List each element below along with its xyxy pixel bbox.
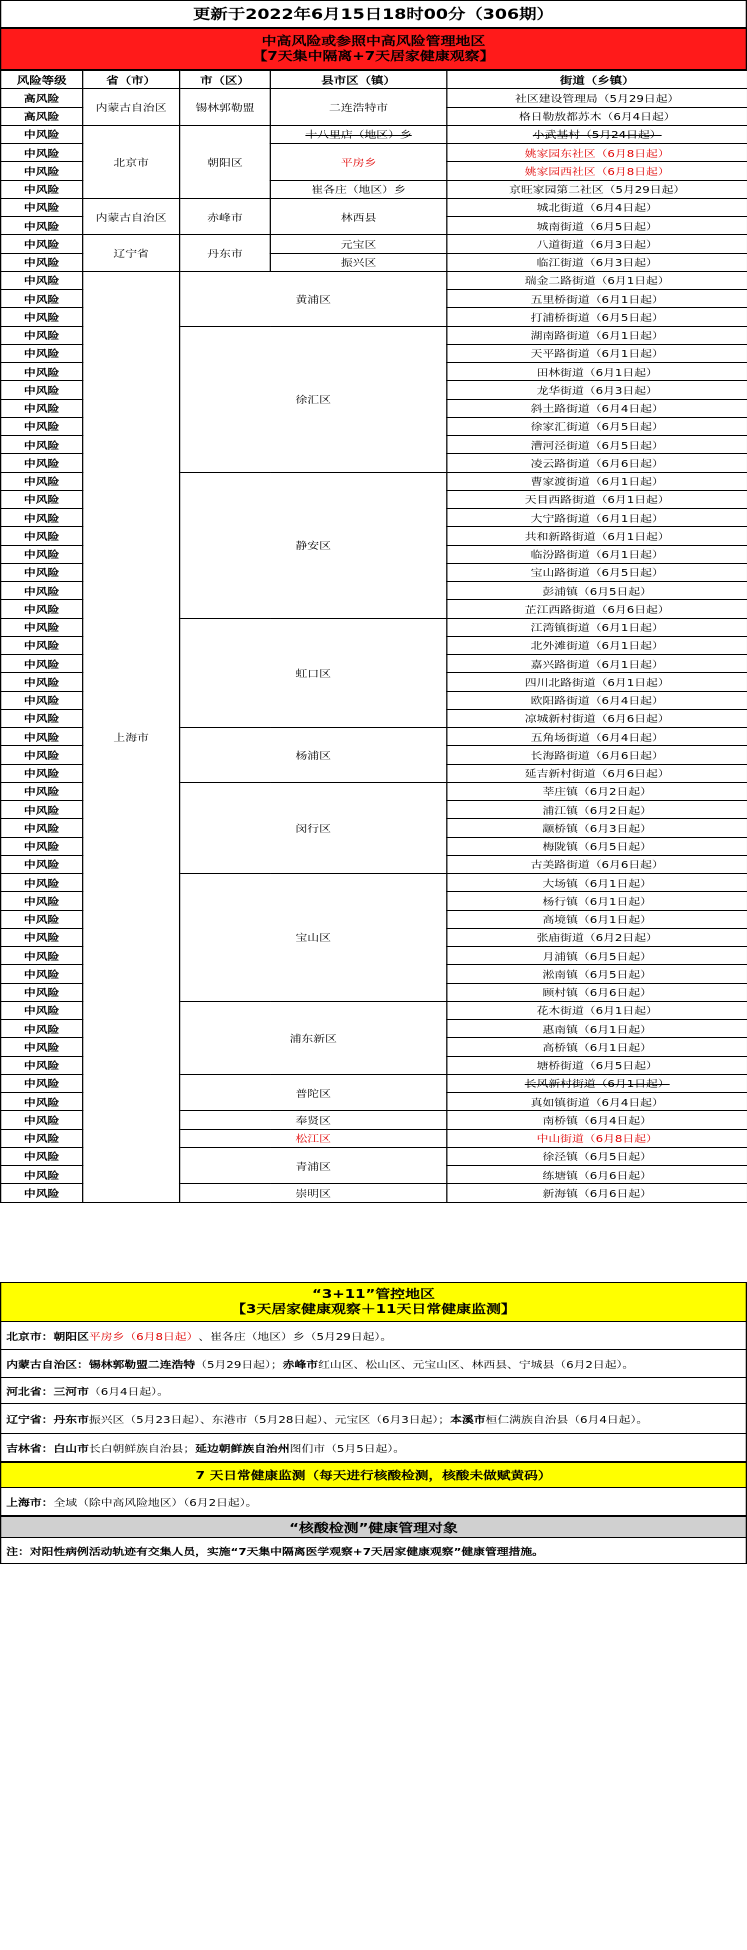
street-cell: 姚家园东社区（6月8日起） [447,144,747,162]
risk-level-cell: 中风险 [1,490,83,508]
street-cell: 延吉新村街道（6月6日起） [447,764,747,782]
street-cell: 南桥镇（6月4日起） [447,1111,747,1129]
street-cell: 高桥镇（6月1日起） [447,1038,747,1056]
street-cell: 张庙街道（6月2日起） [447,928,747,946]
street-cell: 北外滩街道（6月1日起） [447,636,747,654]
street-cell: 高境镇（6月1日起） [447,910,747,928]
city-cell: 丹东市 [180,235,271,272]
risk-level-cell: 中风险 [1,837,83,855]
street-cell: 曹家渡街道（6月1日起） [447,472,747,490]
street-cell: 五角场街道（6月4日起） [447,728,747,746]
risk-level-cell: 中风险 [1,874,83,892]
street-cell: 颛桥镇（6月3日起） [447,819,747,837]
street-cell: 真如镇街道（6月4日起） [447,1093,747,1111]
city-cell: 赤峰市 [180,198,271,235]
risk-level-cell: 中风险 [1,527,83,545]
detail-text: 振兴区（5月23日起）、东港市（5月28日起）、元宝区（6月3日起）； [88,1414,451,1426]
risk-level-cell: 中风险 [1,1166,83,1184]
district-cell: 徐汇区 [180,326,447,472]
risk-level-cell: 中风险 [1,1093,83,1111]
district-cell: 青浦区 [180,1147,447,1184]
detail-text: （6月4日起）。 [88,1386,169,1398]
region-label: 河北省： [6,1386,54,1398]
county-cell: 崔各庄（地区）乡 [270,180,446,198]
street-cell: 漕河泾街道（6月5日起） [447,436,747,454]
risk-level-cell: 中风险 [1,381,83,399]
district-cell: 浦东新区 [180,1001,447,1074]
risk-level-cell: 中风险 [1,162,83,180]
risk-level-cell: 中风险 [1,417,83,435]
detail-text: 长白朝鲜族自治县； [88,1443,196,1455]
risk-area-table [0,70,747,1203]
region-label: 上海市： [6,1497,54,1509]
risk-level-cell: 中风险 [1,235,83,253]
district-cell: 崇明区 [180,1184,447,1202]
county-cell: 林西县 [270,198,446,235]
street-cell: 凌云路街道（6月6日起） [447,454,747,472]
detail-text: （5月29日起）； [195,1359,283,1371]
risk-level-cell: 中风险 [1,928,83,946]
street-cell: 城北街道（6月4日起） [447,198,747,216]
district-cell: 宝山区 [180,874,447,1002]
region-label: 北京市： [6,1331,54,1343]
city-name: 赤峰市 [282,1359,319,1371]
street-cell: 大场镇（6月1日起） [447,874,747,892]
risk-level-cell: 中风险 [1,509,83,527]
street-cell: 彭浦镇（6月5日起） [447,582,747,600]
risk-level-cell: 中风险 [1,545,83,563]
risk-level-cell: 中风险 [1,326,83,344]
risk-level-cell: 中风险 [1,271,83,289]
risk-level-cell: 中风险 [1,472,83,490]
street-cell: 长风新村街道（6月1日起） [447,1074,747,1092]
street-cell: 新海镇（6月6日起） [447,1184,747,1202]
street-cell: 月浦镇（6月5日起） [447,947,747,965]
page-title: 更新于2022年6月15日18时00分（306期） [0,0,747,28]
risk-level-cell: 中风险 [1,198,83,216]
district-cell: 普陀区 [180,1074,447,1111]
city-cell: 锡林郭勒盟 [180,89,271,126]
street-cell: 龙华街道（6月3日起） [447,381,747,399]
street-cell: 欧阳路街道（6月4日起） [447,691,747,709]
risk-level-cell: 中风险 [1,363,83,381]
street-cell: 临江街道（6月3日起） [447,253,747,271]
province-cell: 辽宁省 [83,235,180,272]
province-cell: 内蒙古自治区 [83,89,180,126]
street-cell: 芷江西路街道（6月6日起） [447,600,747,618]
risk-level-cell: 中风险 [1,947,83,965]
district-cell: 静安区 [180,472,447,618]
risk-level-cell: 中风险 [1,1020,83,1038]
control-subtitle: 【3天居家健康观察＋11天日常健康监测】 [231,1302,516,1316]
street-cell: 湖南路街道（6月1日起） [447,326,747,344]
street-cell: 古美路街道（6月6日起） [447,855,747,873]
county-cell: 二连浩特市 [270,89,446,126]
risk-level-cell: 中风险 [1,618,83,636]
district-cell: 闵行区 [180,782,447,873]
risk-level-cell: 中风险 [1,308,83,326]
city-name: 本溪市 [450,1414,486,1426]
risk-level-cell: 中风险 [1,344,83,362]
district-cell: 松江区 [180,1129,447,1147]
region-label: 内蒙古自治区： [6,1359,89,1371]
risk-level-cell: 中风险 [1,892,83,910]
county-cell: 十八里店（地区）乡 [270,125,446,143]
city-name: 延边朝鲜族自治州 [195,1443,290,1455]
table-row [1,125,747,143]
monitor-shanghai-line [0,1488,747,1516]
street-cell: 共和新路街道（6月1日起） [447,527,747,545]
risk-level-cell: 中风险 [1,1001,83,1019]
control-neimenggu-line [0,1350,747,1378]
risk-level-cell: 中风险 [1,125,83,143]
risk-level-cell: 中风险 [1,782,83,800]
risk-level-cell: 中风险 [1,253,83,271]
banner-line-2: 【7天集中隔离+7天居家健康观察】 [252,49,495,63]
risk-level-cell: 中风险 [1,855,83,873]
street-cell: 惠南镇（6月1日起） [447,1020,747,1038]
street-cell: 姚家园西社区（6月8日起） [447,162,747,180]
footnote: 注：对阳性病例活动轨迹有交集人员，实施“7天集中隔离医学观察+7天居家健康观察”健康管理措施。 [0,1538,747,1564]
province-cell: 内蒙古自治区 [83,198,180,235]
county-cell: 平房乡 [270,144,446,181]
district-cell: 杨浦区 [180,728,447,783]
risk-level-cell: 中风险 [1,728,83,746]
region-label: 吉林省： [6,1443,54,1455]
city-name: 丹东市 [53,1414,89,1426]
header-city: 市（区） [180,71,271,89]
detail-text: 红山区、松山区、元宝山区、林西县、宁城县（6月2日起）。 [318,1359,635,1371]
risk-level-cell: 中风险 [1,180,83,198]
detail-text: 图们市（5月5日起）。 [289,1443,406,1455]
control-area-banner [0,1282,747,1322]
risk-level-cell: 高风险 [1,89,83,107]
risk-level-cell: 中风险 [1,965,83,983]
risk-level-cell: 中风险 [1,673,83,691]
highlight-text: 平房乡（6月8日起） [88,1331,199,1343]
street-cell: 淞南镇（6月5日起） [447,965,747,983]
street-cell: 徐家汇街道（6月5日起） [447,417,747,435]
risk-level-cell: 中风险 [1,709,83,727]
header-risk-level: 风险等级 [1,71,83,89]
detail-text: 全域（除中高风险地区）（6月2日起）。 [53,1497,258,1509]
street-cell: 小武基村（5月24日起） [447,125,747,143]
risk-level-cell: 中风险 [1,1074,83,1092]
header-province: 省（市） [83,71,180,89]
control-jilin-line [0,1434,747,1462]
risk-level-cell: 中风险 [1,1129,83,1147]
risk-level-cell: 高风险 [1,107,83,125]
district-name: 朝阳区 [53,1331,89,1343]
risk-level-cell: 中风险 [1,600,83,618]
street-cell: 天目西路街道（6月1日起） [447,490,747,508]
risk-level-cell: 中风险 [1,1147,83,1165]
city-cell: 朝阳区 [180,125,271,198]
province-cell: 上海市 [83,271,180,1202]
risk-level-cell: 中风险 [1,1056,83,1074]
district-cell: 虹口区 [180,618,447,728]
risk-level-cell: 中风险 [1,1038,83,1056]
street-cell: 四川北路街道（6月1日起） [447,673,747,691]
table-row [1,235,747,253]
table-row [1,198,747,216]
risk-level-cell: 中风险 [1,454,83,472]
district-cell: 黄浦区 [180,271,447,326]
street-cell: 顾村镇（6月6日起） [447,983,747,1001]
risk-level-cell: 中风险 [1,746,83,764]
street-cell: 打浦桥街道（6月5日起） [447,308,747,326]
risk-level-cell: 中风险 [1,582,83,600]
risk-level-cell: 中风险 [1,290,83,308]
risk-level-cell: 中风险 [1,1111,83,1129]
risk-level-cell: 中风险 [1,819,83,837]
street-cell: 中山街道（6月8日起） [447,1129,747,1147]
risk-level-cell: 中风险 [1,399,83,417]
county-cell: 振兴区 [270,253,446,271]
street-cell: 天平路街道（6月1日起） [447,344,747,362]
county-cell: 元宝区 [270,235,446,253]
control-beijing-line [0,1322,747,1350]
street-cell: 徐泾镇（6月5日起） [447,1147,747,1165]
street-cell: 五里桥街道（6月1日起） [447,290,747,308]
risk-level-cell: 中风险 [1,691,83,709]
street-cell: 凉城新村街道（6月6日起） [447,709,747,727]
city-name: 三河市 [53,1386,89,1398]
city-name: 锡林郭勒盟二连浩特 [88,1359,196,1371]
risk-level-cell: 中风险 [1,764,83,782]
street-cell: 城南街道（6月5日起） [447,217,747,235]
control-hebei-line [0,1378,747,1404]
risk-level-cell: 中风险 [1,801,83,819]
street-cell: 临汾路街道（6月1日起） [447,545,747,563]
region-label: 辽宁省： [6,1414,54,1426]
district-cell: 奉贤区 [180,1111,447,1129]
risk-level-cell: 中风险 [1,436,83,454]
street-cell: 塘桥街道（6月5日起） [447,1056,747,1074]
street-cell: 浦江镇（6月2日起） [447,801,747,819]
street-cell: 田林街道（6月1日起） [447,363,747,381]
nucleic-test-banner: “核酸检测”健康管理对象 [0,1516,747,1538]
high-risk-banner [0,28,747,70]
street-cell: 瑞金二路街道（6月1日起） [447,271,747,289]
header-county: 县市区（镇） [270,71,446,89]
street-cell: 格日勒敖都苏木（6月4日起） [447,107,747,125]
street-cell: 大宁路街道（6月1日起） [447,509,747,527]
risk-level-cell: 中风险 [1,636,83,654]
street-cell: 练塘镇（6月6日起） [447,1166,747,1184]
table-header-row [1,71,747,89]
table-row [1,89,747,107]
detail-text: 桓仁满族自治县（6月4日起）。 [485,1414,649,1426]
table-row [1,271,747,289]
street-cell: 嘉兴路街道（6月1日起） [447,655,747,673]
header-street: 街道（乡镇） [447,71,747,89]
province-cell: 北京市 [83,125,180,198]
street-cell: 八道街道（6月3日起） [447,235,747,253]
risk-level-cell: 中风险 [1,983,83,1001]
street-cell: 京旺家园第二社区（5月29日起） [447,180,747,198]
detail-text: 、崔各庄（地区）乡（5月29日起）。 [198,1331,393,1343]
control-title: “3+11”管控地区 [312,1287,435,1301]
city-name: 白山市 [53,1443,89,1455]
street-cell: 花木街道（6月1日起） [447,1001,747,1019]
risk-level-cell: 中风险 [1,563,83,581]
risk-level-cell: 中风险 [1,144,83,162]
risk-level-cell: 中风险 [1,655,83,673]
risk-level-cell: 中风险 [1,910,83,928]
risk-level-cell: 中风险 [1,1184,83,1202]
street-cell: 杨行镇（6月1日起） [447,892,747,910]
street-cell: 长海路街道（6月6日起） [447,746,747,764]
street-cell: 宝山路街道（6月5日起） [447,563,747,581]
street-cell: 斜土路街道（6月4日起） [447,399,747,417]
street-cell: 社区建设管理局（5月29日起） [447,89,747,107]
street-cell: 江湾镇街道（6月1日起） [447,618,747,636]
banner-line-1: 中高风险或参照中高风险管理地区 [261,34,486,48]
street-cell: 梅陇镇（6月5日起） [447,837,747,855]
monitor-banner: 7 天日常健康监测（每天进行核酸检测，核酸未做赋黄码） [0,1462,747,1488]
control-liaoning-line [0,1404,747,1434]
street-cell: 莘庄镇（6月2日起） [447,782,747,800]
risk-level-cell: 中风险 [1,217,83,235]
